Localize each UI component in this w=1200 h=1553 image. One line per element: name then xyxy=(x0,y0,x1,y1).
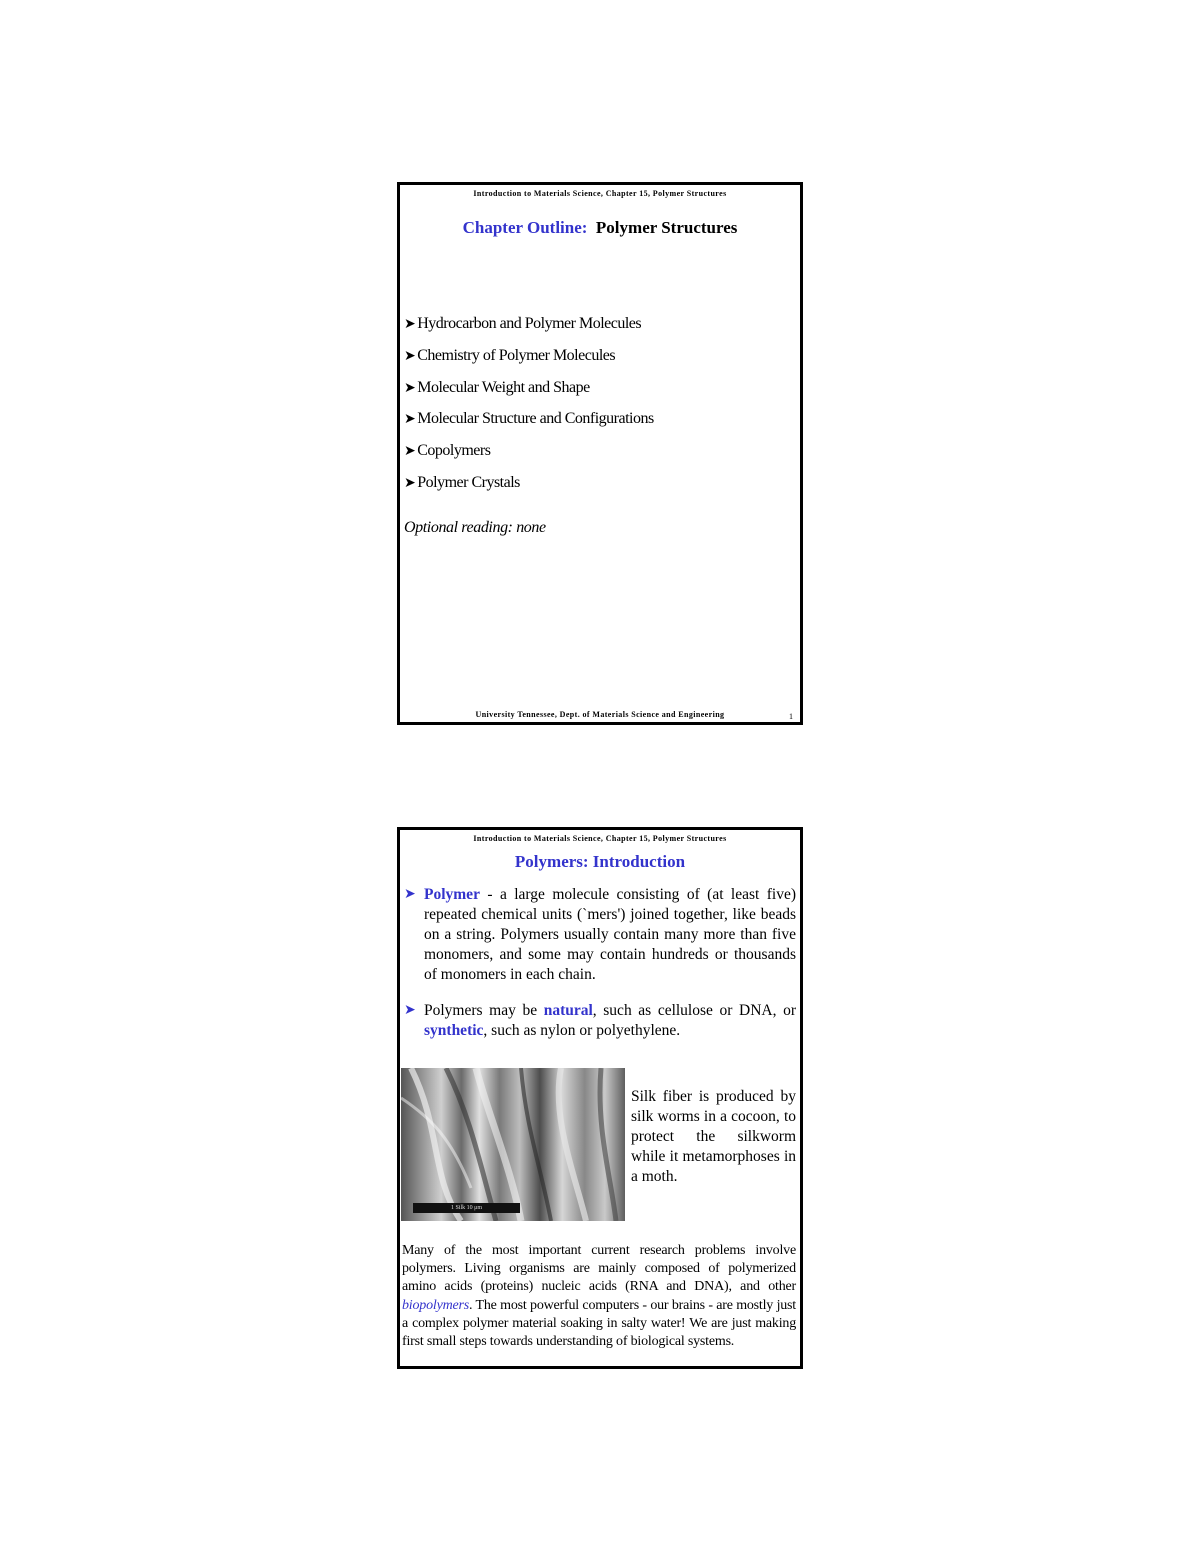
silk-caption: Silk fiber is produced by silk worms in a cocoon, to protect the silkworm while it metamorphoses in a moth. xyxy=(631,1088,796,1185)
title-prefix: Chapter Outline: xyxy=(462,218,588,237)
list-item-text: Chemistry of Polymer Molecules xyxy=(417,346,616,364)
types-text xyxy=(424,1001,796,1041)
arrowhead-bullet-icon: ➤ xyxy=(404,444,416,460)
definition-text xyxy=(424,885,796,985)
slide-title: Polymers: Introduction xyxy=(514,852,686,871)
term-synthetic: synthetic xyxy=(424,1022,484,1039)
list-item xyxy=(404,410,654,442)
list-item xyxy=(404,315,654,347)
list-item-text: Hydrocarbon and Polymer Molecules xyxy=(417,315,642,332)
types-paragraph xyxy=(404,1001,796,1041)
arrowhead-bullet-icon: ➤ xyxy=(404,475,416,491)
research-paragraph xyxy=(402,1242,796,1351)
list-item-text: Molecular Weight and Shape xyxy=(417,378,590,396)
optional-reading: Optional reading: none xyxy=(404,519,546,536)
slide-header: Introduction to Materials Science, Chapter 15, Polymer Structures xyxy=(473,189,727,198)
list-item xyxy=(404,442,654,474)
text-segment: , such as nylon or polyethylene. xyxy=(483,1022,681,1039)
list-item xyxy=(404,474,654,506)
definition-paragraph xyxy=(404,885,796,985)
slide-chapter-outline xyxy=(397,182,803,725)
title-main: Polymer Structures xyxy=(595,218,738,237)
term-biopolymers: biopolymers xyxy=(402,1297,470,1313)
scale-bar: 1 Silk 10 μm xyxy=(413,1203,520,1213)
slide-polymers-introduction xyxy=(397,827,803,1369)
arrowhead-bullet-icon: ➤ xyxy=(404,1003,416,1018)
list-item-text: Polymer Crystals xyxy=(417,473,520,491)
text-segment: , such as cellulose or DNA, or xyxy=(592,1002,796,1019)
arrowhead-bullet-icon: ➤ xyxy=(404,317,416,332)
definition-body: - a large molecule consisting of (at least five) repeated chemical units (`mers') joined together, like beads on a string. Polymers usually contain many more than five monomers, and some may contain hundreds or thousands of monomers in each chain. xyxy=(424,886,796,983)
list-item-text: Molecular Structure and Configurations xyxy=(417,410,654,428)
slide-title xyxy=(400,218,800,238)
arrowhead-bullet-icon: ➤ xyxy=(404,412,416,428)
text-segment: . The most powerful computers - our brains - are mostly just a complex polymer material soaking in salty water! We are just making first small steps towards understanding of biological systems. xyxy=(402,1297,796,1350)
slide-header: Introduction to Materials Science, Chapter 15, Polymer Structures xyxy=(473,834,727,843)
list-item xyxy=(404,347,654,379)
arrowhead-bullet-icon: ➤ xyxy=(404,887,416,902)
text-segment: Polymers may be xyxy=(424,1002,544,1019)
page-number: 1 xyxy=(789,712,793,721)
outline-list xyxy=(404,315,654,506)
term-polymer: Polymer xyxy=(424,886,480,903)
arrowhead-bullet-icon: ➤ xyxy=(404,348,416,364)
term-natural: natural xyxy=(543,1002,593,1019)
slide-footer: University Tennessee, Dept. of Materials Science and Engineering xyxy=(475,710,725,719)
fiber-texture xyxy=(401,1068,625,1221)
silk-fiber-micrograph xyxy=(401,1068,625,1221)
text-segment: Many of the most important current research problems involve polymers. Living organisms are mainly composed of polymerized amino acids (proteins) nucleic acids (RNA and DNA), and other xyxy=(402,1243,796,1295)
list-item xyxy=(404,379,654,411)
list-item-text: Copolymers xyxy=(417,442,491,460)
arrowhead-bullet-icon: ➤ xyxy=(404,380,416,396)
